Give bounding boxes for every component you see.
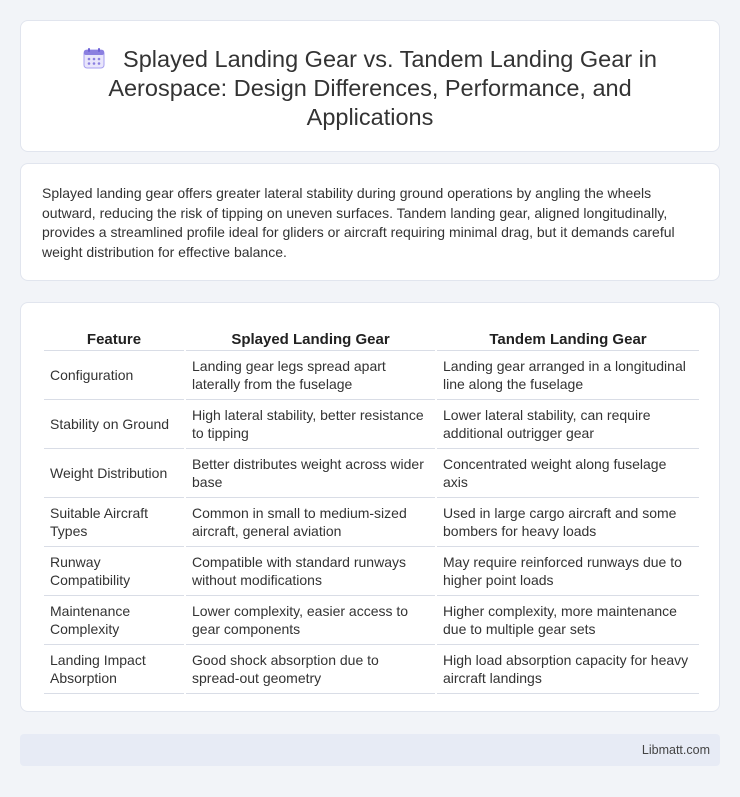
- table-row: [44, 645, 699, 694]
- summary-card: [20, 163, 720, 281]
- cell-splayed: Good shock absorption due to spread-out geometry: [186, 645, 435, 694]
- cell-splayed: Lower complexity, easier access to gear components: [186, 596, 435, 645]
- cell-tandem: Landing gear arranged in a longitudinal line along the fuselage: [437, 351, 699, 400]
- cell-feature: Runway Compatibility: [44, 547, 184, 596]
- cell-tandem: Used in large cargo aircraft and some bombers for heavy loads: [437, 498, 699, 547]
- cell-feature: Weight Distribution: [44, 449, 184, 498]
- title-card: [20, 20, 720, 152]
- footer-site-link[interactable]: Libmatt.com: [641, 743, 710, 757]
- table-row: [44, 449, 699, 498]
- table-row: [44, 596, 699, 645]
- header-tandem: Tandem Landing Gear: [437, 324, 699, 351]
- table-header-row: [44, 324, 699, 351]
- page-title-text: Splayed Landing Gear vs. Tandem Landing Gear in Aerospace: Design Differences, Performance, and Applications: [108, 46, 657, 130]
- cell-splayed: Better distributes weight across wider base: [186, 449, 435, 498]
- cell-splayed: Common in small to medium-sized aircraft, general aviation: [186, 498, 435, 547]
- cell-splayed: Landing gear legs spread apart laterally from the fuselage: [186, 351, 435, 400]
- cell-tandem: May require reinforced runways due to higher point loads: [437, 547, 699, 596]
- cell-tandem: Higher complexity, more maintenance due to multiple gear sets: [437, 596, 699, 645]
- header-splayed: Splayed Landing Gear: [186, 324, 435, 351]
- cell-feature: Configuration: [44, 351, 184, 400]
- footer: [20, 734, 720, 766]
- header-feature: Feature: [44, 324, 184, 351]
- cell-feature: Suitable Aircraft Types: [44, 498, 184, 547]
- table-row: [44, 400, 699, 449]
- cell-feature: Maintenance Complexity: [44, 596, 184, 645]
- summary-text: Splayed landing gear offers greater lateral stability during ground operations by angling the wheels outward, reducing the risk of tipping on uneven surfaces. Tandem landing gear, aligned longitudinally, provides a streamlined profile ideal for gliders or aircraft requiring minimal drag, but it demands careful weight distribution for effective balance.: [42, 185, 675, 260]
- cell-tandem: High load absorption capacity for heavy aircraft landings: [437, 645, 699, 694]
- table-row: [44, 351, 699, 400]
- cell-tandem: Lower lateral stability, can require additional outrigger gear: [437, 400, 699, 449]
- cell-feature: Stability on Ground: [44, 400, 184, 449]
- table-row: [44, 498, 699, 547]
- comparison-table: [42, 324, 701, 694]
- cell-splayed: Compatible with standard runways without modifications: [186, 547, 435, 596]
- page-title: [81, 45, 659, 132]
- calendar-icon: [83, 47, 105, 69]
- comparison-table-card: [20, 302, 720, 712]
- table-row: [44, 547, 699, 596]
- cell-feature: Landing Impact Absorption: [44, 645, 184, 694]
- cell-tandem: Concentrated weight along fuselage axis: [437, 449, 699, 498]
- cell-splayed: High lateral stability, better resistance to tipping: [186, 400, 435, 449]
